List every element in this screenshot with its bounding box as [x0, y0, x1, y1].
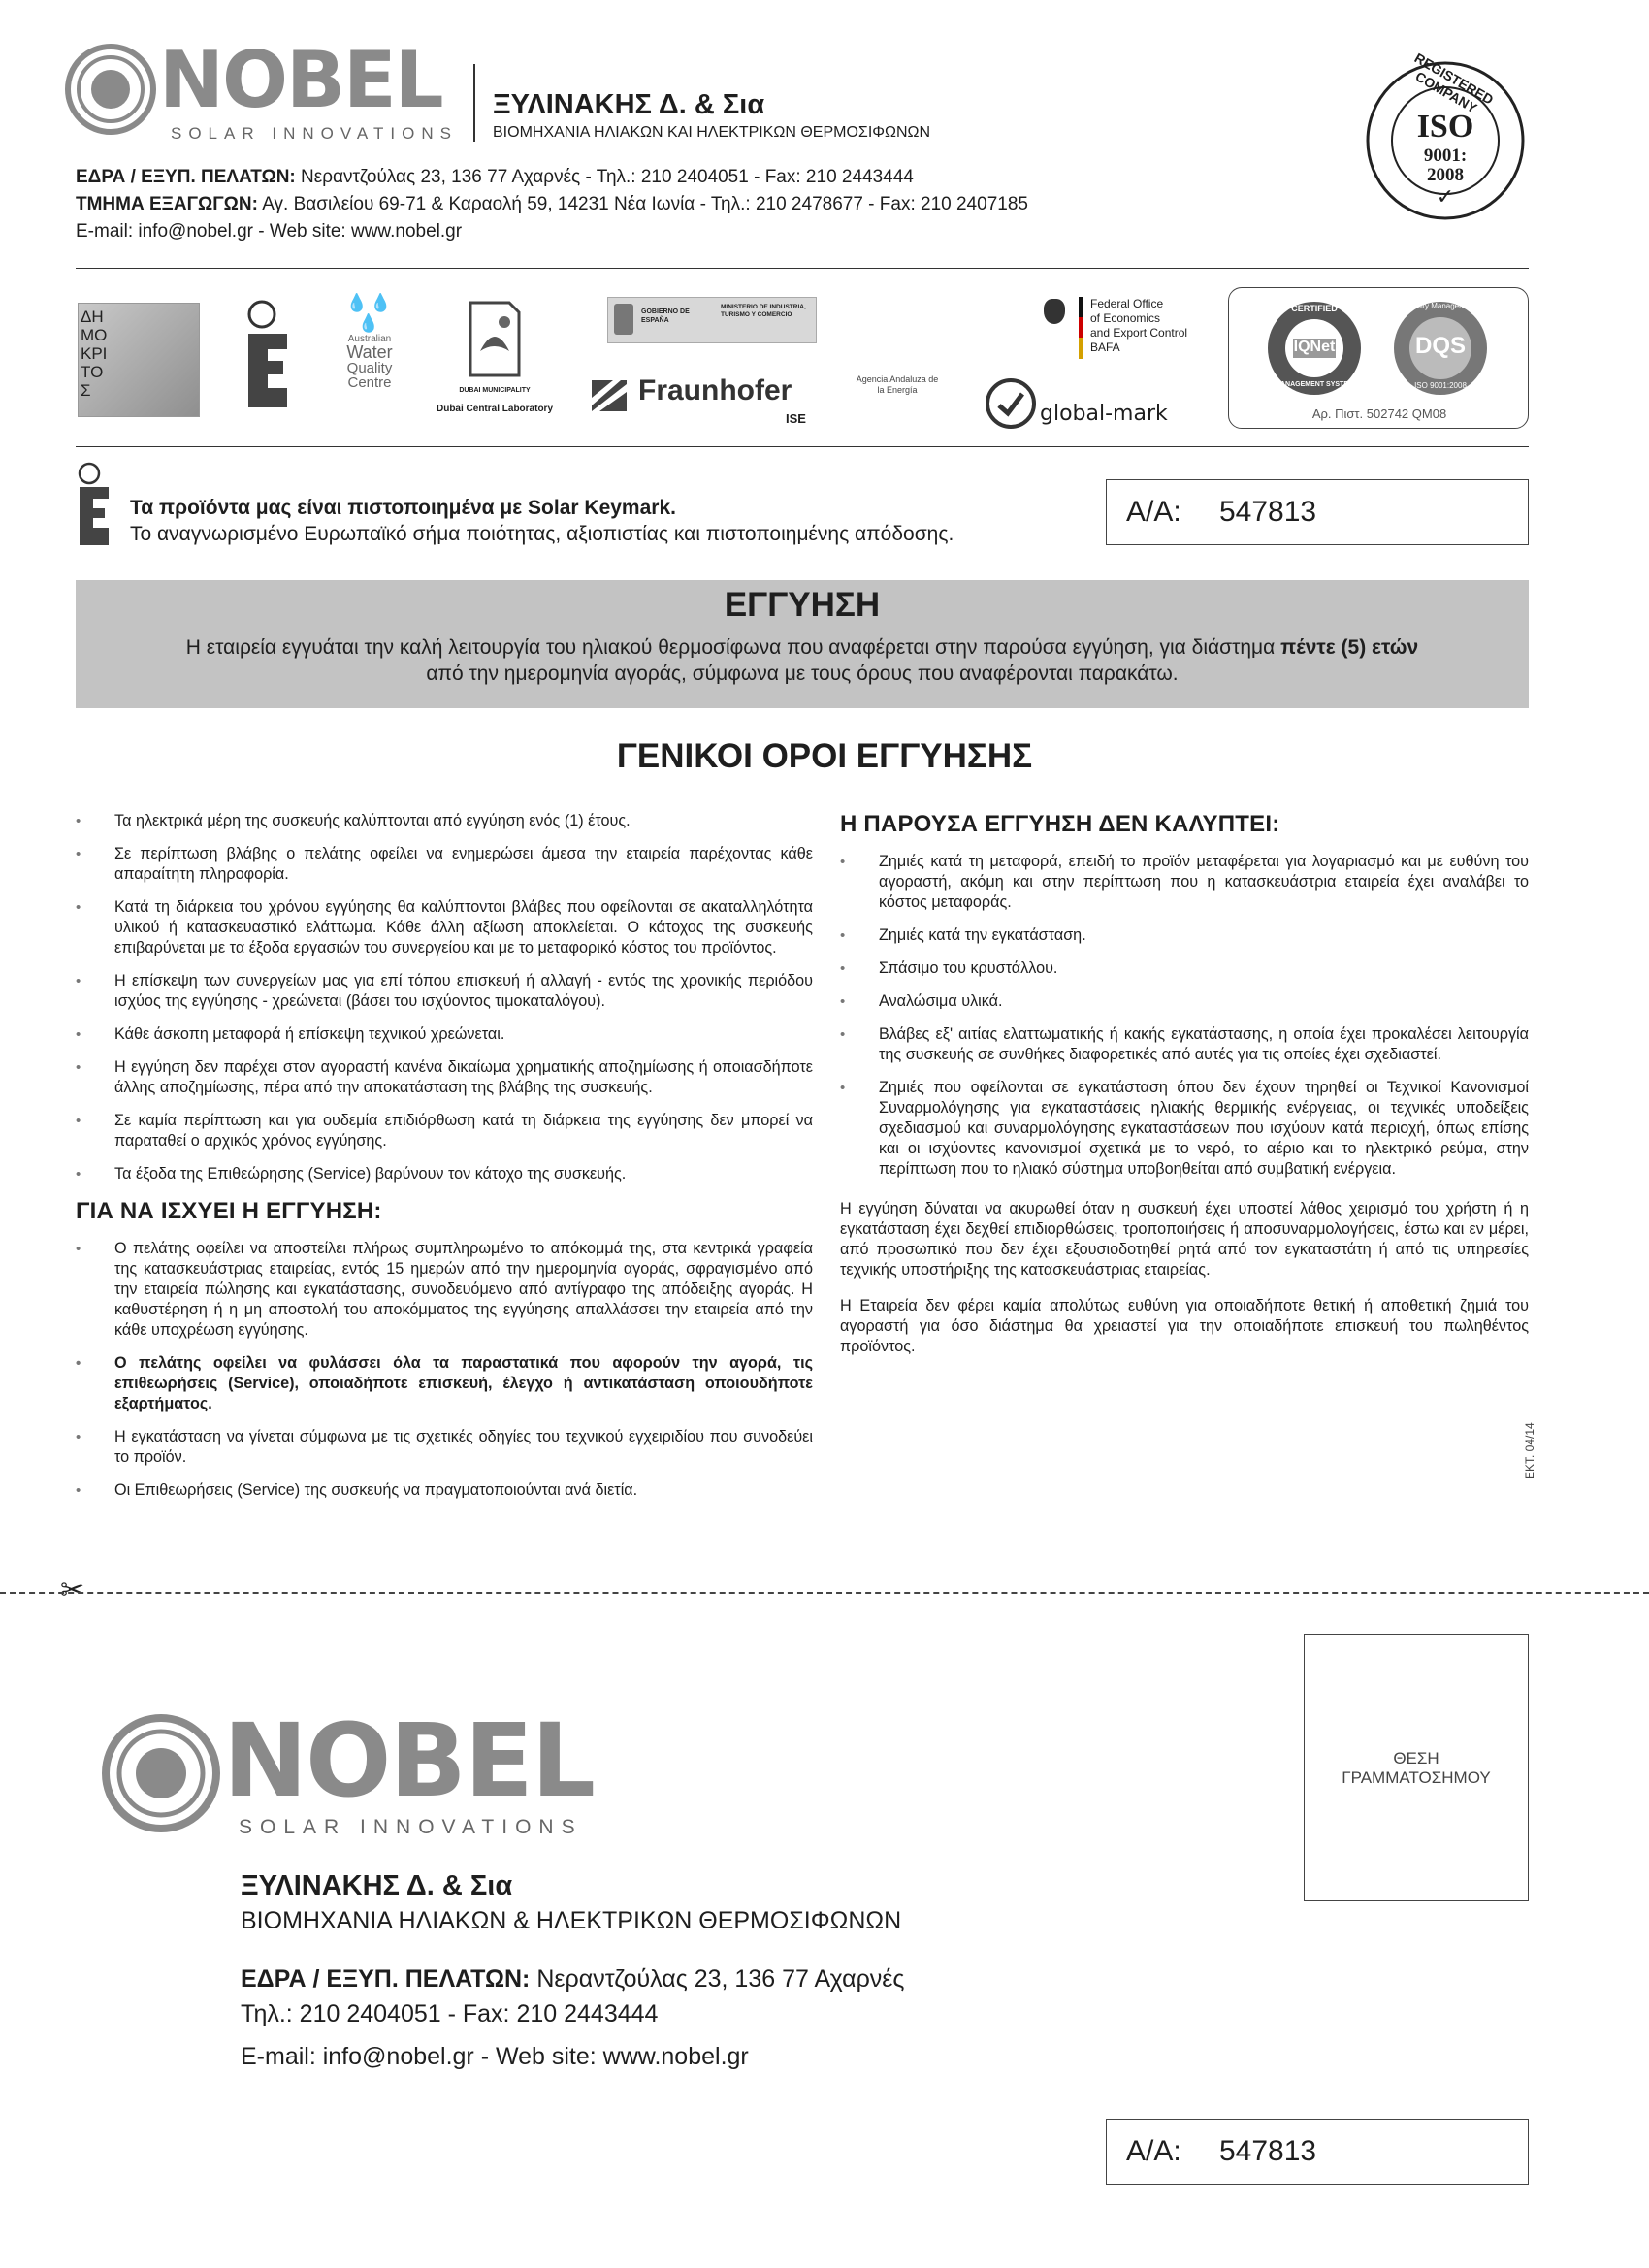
bottom-hq — [241, 1965, 904, 1993]
bottom-logo-tagline: SOLAR INNOVATIONS — [239, 1816, 583, 1838]
warranty-text-line-1 — [76, 636, 1529, 660]
general-terms-list — [76, 811, 813, 1184]
export-label: ΤΜΗΜΑ ΕΞΑΓΩΓΩΝ: — [76, 194, 258, 214]
stamp-line-1: ΘΕΣΗ — [1393, 1749, 1439, 1767]
company-industry: ΒΙΟΜΗΧΑΝΙΑ ΗΛΙΑΚΩΝ ΚΑΙ ΗΛΕΚΤΡΙΚΩΝ ΘΕΡΜΟΣΙΦΩΝΩΝ — [493, 124, 931, 141]
bottom-serial-box — [1106, 2119, 1529, 2185]
bafa-text-2: of Economics — [1090, 311, 1161, 325]
list-item: • Κάθε άσκοπη μεταφορά ή επίσκεψη τεχνικού χρεώνεται. — [76, 1024, 813, 1045]
iqnet-mgmt: MANAGEMENT SYSTEM — [1275, 381, 1354, 388]
list-item: • Αναλώσιμα υλικά. — [840, 991, 1529, 1012]
water-text-1: Australian — [347, 334, 392, 344]
bottom-phones: Τηλ.: 210 2404051 - Fax: 210 2443444 — [241, 2000, 659, 2027]
email-web: E-mail: info@nobel.gr - Web site: www.nobel.gr — [76, 221, 463, 242]
globalmark-logo — [984, 376, 1197, 435]
iso-seal — [1363, 49, 1528, 223]
logo-tagline: SOLAR INNOVATIONS — [171, 124, 458, 143]
list-item: • Σε περίπτωση βλάβης ο πελάτης οφείλει να ενημερώσει άμεσα την εταιρεία παρέχοντας κάθε απαραίτητη πληροφορία. — [76, 844, 813, 885]
bottom-serial-number: 547813 — [1219, 2135, 1317, 2167]
warranty-banner — [76, 580, 1529, 708]
serial-label: Α/Α: — [1126, 496, 1181, 528]
stamp-box — [1304, 1634, 1529, 1901]
keymark-line-1: Τα προϊόντα μας είναι πιστοποιημένα με Solar Keymark. — [130, 497, 676, 519]
export-text: Αγ. Βασιλείου 69-71 & Καραολή 59, 14231 Νέα Ιωνία - Τηλ.: 210 2478677 - Fax: 210 2407185 — [257, 194, 1028, 214]
dubai-lab-logo — [427, 293, 563, 429]
iso-ring-text: REGISTERED COMPANY — [1411, 49, 1497, 116]
edition-code: ΕΚΤ. 04/14 — [1523, 1422, 1536, 1479]
list-item: • Κατά τη διάρκεια του χρόνου εγγύησης θα καλύπτονται βλάβες που οφείλονται σε ακαταλληλότητα υλικού ή κατασκευαστικό ελάττωμα. Κάθε άλλη αξίωση αποκλείεται. Ο κάτοχος της συσκευής επιβαρύνεται με τα έξοδα εργασιών του συνεργείου και με το μεταφορικό κόστος του προϊόντος. — [76, 897, 813, 958]
hq-contact — [76, 167, 914, 188]
list-item: • Ζημιές κατά τη μεταφορά, επειδή το προϊόν μεταφέρεται για λογαριασμό και με ευθύνη του αγοραστή, ακόμη και στην περίπτωση που η κατασκευάστρια εταιρεία έχει αναλάβει το κόστος μεταφοράς. — [840, 852, 1529, 913]
democritos-text: ΔΗΜΟ ΚΡΙ ΤΟΣ — [81, 308, 108, 400]
dqs-quality: Quality Management — [1405, 302, 1476, 310]
keymark-line-2: Το αναγνωρισμένο Ευρωπαϊκό σήμα ποιότητας, αξιοπιστίας και πιστοποιημένης απόδοσης. — [130, 523, 954, 545]
terms-title: ΓΕΝΙΚΟΙ ΟΡΟΙ ΕΓΓΥΗΣΗΣ — [616, 737, 1033, 775]
header-rule — [76, 268, 1529, 269]
bottom-industry: ΒΙΟΜΗΧΑΝΙΑ ΗΛΙΑΚΩΝ & ΗΛΕΚΤΡΙΚΩΝ ΘΕΡΜΟΣΙΦΩΝΩΝ — [241, 1907, 902, 1934]
list-item: • Η εγκατάσταση να γίνεται σύμφωνα με τις σχετικές οδηγίες του τεχνικού εγχειριδίου που συνοδεύει το προϊόν. — [76, 1427, 813, 1468]
water-text-3: Quality — [346, 360, 393, 376]
solar-keymark-icon — [241, 299, 299, 419]
export-contact — [76, 194, 1028, 215]
company-name: ΞΥΛΙΝΑΚΗΣ Δ. & Σια — [493, 89, 765, 120]
list-item: • Σε καμία περίπτωση και για ουδεμία επιδιόρθωση κατά τη διάρκεια της εγγύησης δεν μπορεί να παραταθεί ο αρχικός χρόνος εγγύησης. — [76, 1111, 813, 1151]
water-drops-icon: 💧💧💧 — [345, 293, 394, 333]
bottom-hq-text: Νεραντζούλας 23, 136 77 Αχαρνές — [530, 1965, 905, 1993]
list-item: • Η επίσκεψη των συνεργείων μας για επί τόπου επισκευή ή αλλαγή - εντός της χρονικής περιόδου ισχύος της εγγύησης - χρεώνεται (βάσει του ισχύοντος τιμοκαταλόγου). — [76, 971, 813, 1012]
bottom-nobel-logo — [101, 1701, 625, 1845]
bottom-email-web: E-mail: info@nobel.gr - Web site: www.nobel.gr — [241, 2043, 749, 2070]
water-quality-logo — [336, 293, 404, 419]
iso-text: ISO — [1416, 109, 1474, 145]
certs-rule — [76, 446, 1529, 447]
hq-label: ΕΔΡΑ / ΕΞΥΠ. ΠΕΛΑΤΩΝ: — [76, 167, 296, 187]
globalmark-icon — [984, 376, 1038, 431]
bafa-flag-icon — [1079, 297, 1083, 359]
bafa-text-3: and Export Control — [1090, 326, 1188, 340]
eagle-icon — [1044, 299, 1065, 324]
fraunhofer-name: Fraunhofer — [638, 374, 792, 406]
list-item: • Η εγγύηση δεν παρέχει στον αγοραστή κανένα δικαίωμα χρηματικής αποζημίωσης ή οποιασδήποτε άλλης αποζημίωσης, πέρα από την αποκατάσταση της βλάβης της συσκευής. — [76, 1057, 813, 1098]
fraunhofer-icon — [592, 378, 629, 413]
bafa-text-1: Federal Office — [1090, 297, 1164, 310]
cut-line — [0, 1592, 1649, 1594]
dqs-iso: ISO 9001:2008 — [1414, 381, 1467, 390]
terms-left-column — [76, 811, 813, 1513]
gobierno-logo — [607, 297, 817, 343]
list-item: • Ο πελάτης οφείλει να αποστείλει πλήρως συμπληρωμένο το απόκομμά της, στα κεντρικά γραφεία της κατασκευάστριας εταιρείας, εντός 15 ημερών από την ημερομηνία αγοράς, σφραγισμένο από την εταιρεία πώλησης και εγκατάστασης, συνοδευόμενο από αντίγραφο της απόδειξης αγοράς. Η καθυστέρηση ή η μη αποστολή του αποκόμματος της εγγύησης απαλλάσσει την εταιρεία από την κάθε υποχρέωση εγγύησης. — [76, 1239, 813, 1341]
fraunhofer-logo — [592, 374, 824, 433]
bafa-logo — [1036, 295, 1220, 363]
scissors-icon: ✂ — [60, 1574, 85, 1606]
warranty-text-bold: πέντε (5) ετών — [1280, 636, 1419, 659]
globalmark-text: global-mark — [1040, 402, 1168, 426]
iqnet-certified: CERTIFIED — [1291, 304, 1338, 313]
list-item: • Τα έξοδα της Επιθεώρησης (Service) βαρύνουν τον κάτοχο της συσκευής. — [76, 1164, 813, 1184]
water-text-2: Water — [346, 342, 393, 362]
bottom-logo-wordmark: NOBEL — [223, 1701, 595, 1820]
list-item: • Σπάσιμο του κρυστάλλου. — [840, 958, 1529, 979]
gobierno-text: GOBIERNO DE ESPAÑA — [641, 308, 690, 324]
cert-number: Αρ. Πιστ. 502742 QM08 — [1311, 406, 1447, 421]
stamp-line-2: ΓΡΑΜΜΑΤΟΣΗΜΟΥ — [1342, 1768, 1491, 1787]
iqnet-dqs-box — [1228, 287, 1529, 429]
bottom-hq-label: ΕΔΡΑ / ΕΞΥΠ. ΠΕΛΑΤΩΝ: — [241, 1965, 531, 1993]
iso-year: 2008 — [1427, 165, 1464, 185]
list-item: • Βλάβες εξ' αιτίας ελαττωματικής ή κακής εγκατάστασης, η οποία έχει προκαλέσει λειτουργία της συσκευής σε συνθήκες διαφορετικές από αυτές για τις οποίες έχει σχεδιαστεί. — [840, 1024, 1529, 1065]
void-paragraph: Η εγγύηση δύναται να ακυρωθεί όταν η συσκευή έχει υποστεί λάθος χειρισμό του χρήστη ή η εγκατάσταση έχει δεχθεί επιδιορθώσεις, τροποποιήσεις ή αποσυναρμολογήσεις, έστω και εν μέρει, από προσωπικό που δεν έχει εξουσιοδοτηθεί ρητά από τον εγκαταστάτη ή από τις υπηρεσίες τεχνικής υποστήριξης της κατασκευάστριας εταιρείας. — [840, 1200, 1529, 1279]
water-text-4: Centre — [347, 374, 392, 391]
dqs-text: DQS — [1414, 333, 1466, 359]
valid-title: ΓΙΑ ΝΑ ΙΣΧΥΕΙ Η ΕΓΓΥΗΣΗ: — [76, 1198, 382, 1224]
dubai-emblem-icon — [446, 293, 543, 382]
header-divider — [473, 64, 475, 142]
not-covered-title: Η ΠΑΡΟΥΣΑ ΕΓΓΥΗΣΗ ΔΕΝ ΚΑΛΥΠΤΕΙ: — [840, 811, 1280, 837]
logo-wordmark: NOBEL — [159, 35, 442, 125]
serial-box — [1106, 479, 1529, 545]
validity-terms-list — [76, 1239, 813, 1501]
nobel-logo — [64, 35, 462, 147]
list-item: • Τα ηλεκτρικά μέρη της συσκευής καλύπτονται από εγγύηση ενός (1) έτους. — [76, 811, 813, 831]
warranty-text-b: από την ημερομηνία αγοράς, σύμφωνα με τους όρους που αναφέρονται παρακάτω. — [426, 663, 1179, 685]
not-covered-list — [840, 852, 1529, 1180]
spain-crest-icon — [614, 304, 633, 335]
keymark-small-icon — [74, 462, 116, 555]
liability-paragraph: Η Εταιρεία δεν φέρει καμία απολύτως ευθύνη για οποιαδήποτε θετική ή αποθετική ζημιά του αγοραστή για όσο διάστημα θα χρειαστεί για την οποιαδήποτε επισκευή του πωληθέντος προϊόντος. — [840, 1297, 1529, 1355]
bottom-serial-label: Α/Α: — [1126, 2135, 1181, 2167]
bottom-company: ΞΥΛΙΝΑΚΗΣ Δ. & Σια — [241, 1870, 513, 1901]
iso-check-icon: ✓ — [1436, 184, 1455, 209]
bafa-text-4: BAFA — [1090, 340, 1120, 354]
hq-text: Νεραντζούλας 23, 136 77 Αχαρνές - Τηλ.: 210 2404051 - Fax: 210 2443444 — [295, 167, 914, 187]
iqnet-text: IQNet — [1293, 339, 1336, 355]
terms-right-column — [840, 811, 1529, 1373]
iso-standard: 9001: — [1423, 146, 1468, 166]
list-item: • Ο πελάτης οφείλει να φυλάσσει όλα τα παραστατικά που αφορούν την αγορά, τις επιθεωρήσεις (Service), οποιαδήποτε επισκευή, έλεγχο ή αντικατάσταση οποιουδήποτε εξαρτήματος. — [76, 1353, 813, 1414]
warranty-text-a: Η εταιρεία εγγυάται την καλή λειτουργία του ηλιακού θερμοσίφωνα που αναφέρεται στην παρούσα εγγύηση, για διάστημα — [185, 636, 1281, 659]
andaluza-logo: Agencia Andaluza de la Energía — [856, 374, 939, 395]
serial-number: 547813 — [1219, 496, 1317, 528]
dubai-lab: Dubai Central Laboratory — [436, 404, 554, 414]
fraunhofer-ise: ISE — [786, 411, 806, 426]
dubai-municipality: DUBAI MUNICIPALITY — [459, 387, 531, 394]
list-item: • Ζημιές που οφείλονται σε εγκατάσταση όπου δεν έχουν τηρηθεί οι Τεχνικοί Κανονισμοί Συναρμολόγησης για εγκαταστάσεις ηλιακής θερμικής ενέργειας, οι τεχνικές υποδείξεις σχεδιασμού και συναρμολόγησης εγκαταστάσεων που ισχύουν κατά περιοχή, όπως επίσης και οι ισχύοντες κανονισμοί σχετικά με το νερό, το αέριο και το ηλεκτρικό ρεύμα, στην περίπτωση που το ηλιακό σύστημα υποβοηθείται από συμβατική ενέργεια. — [840, 1078, 1529, 1180]
democritos-logo — [78, 303, 200, 417]
nobel-sun-icon — [64, 43, 157, 136]
warranty-title: ΕΓΓΥΗΣΗ — [724, 586, 881, 624]
bottom-nobel-sun-icon — [101, 1713, 221, 1833]
list-item: • Ζημιές κατά την εγκατάσταση. — [840, 925, 1529, 946]
list-item: • Οι Επιθεωρήσεις (Service) της συσκευής να πραγματοποιούνται ανά διετία. — [76, 1480, 813, 1501]
ministerio-text: MINISTERIO DE INDUSTRIA, TURISMO Y COMERCIO — [721, 304, 806, 318]
